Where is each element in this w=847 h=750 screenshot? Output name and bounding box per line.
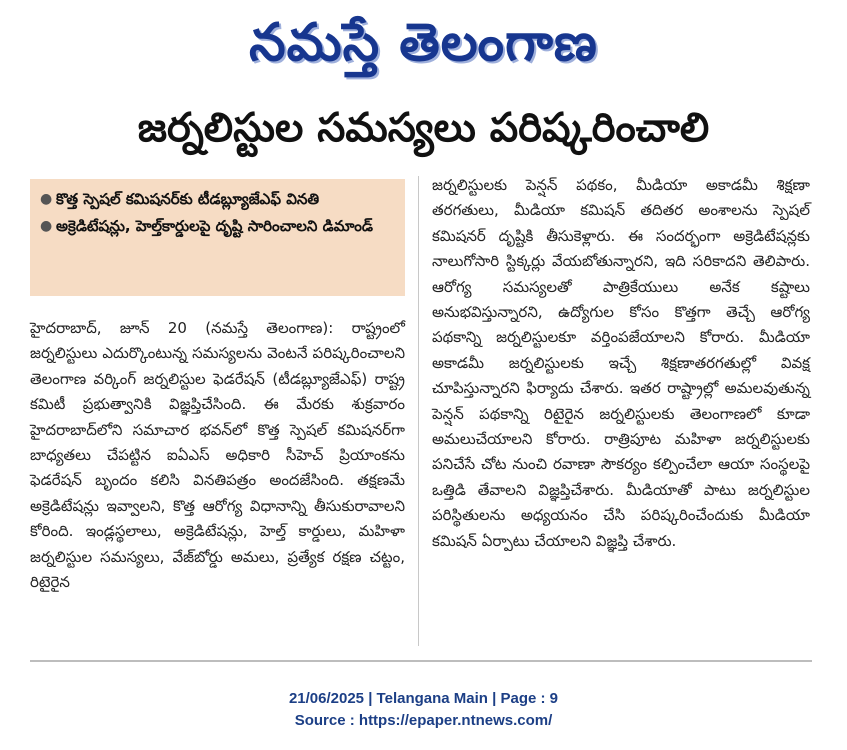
highlight-text: అక్రెడిటేషన్లు, హెల్త్‌కార్డులపై దృష్టి సారించాలని డిమాండ్ <box>56 217 373 235</box>
article-column-left <box>30 316 405 595</box>
article-body-right: జర్నలిస్టులకు పెన్షన్ పథకం, మీడియా అకాడమీ శిక్షణా తరగతులు, మీడియా కమిషన్ తదితర అంశాలను స్పెషల్ కమిషనర్ దృష్టికి తీసుకెళ్లారు. ఈ సందర్భంగా అక్రెడిటేషన్లకు నాలుగోసారి స్టిక్కర్లు వేయబోతున్నారని, ఇది సరికాదని తెలిపారు. ఆరోగ్య సమస్యలతో పాత్రికేయులు అనేక కష్టాలు అనుభవిస్తున్నారని, ఉద్యోగుల కోసం కొత్తగా తెచ్చే ఆరోగ్య పథకాన్ని జర్నలిస్టులకూ వర్తింపజేయాలని కోరారు. మీడియా అకాడమీ జర్నలిస్టులకు ఇచ్చే శిక్షణాతరగతుల్లో వివక్ష చూపిస్తున్నారని ఫిర్యాదు చేశారు. ఇతర రాష్ట్రాల్లో అమలవుతున్న పెన్షన్ పథకాన్ని రిటైరైన జర్నలిస్టులకు తెలంగాణలో కూడా అమలుచేయాలని కోరారు. రాత్రిపూట మహిళా జర్నలిస్టులకు పనిచేసే చోట నుంచి రవాణా సౌకర్యం కల్పించేలా ఆయా సంస్థలపై ఒత్తిడి తేవాలని విజ్ఞప్తిచేశారు. మీడియాతో పాటు జర్నలిస్టుల పరిస్థితులను అధ్యయనం చేసి పరిష్కరించేందుకు మీడియా కమిషన్ ఏర్పాటు చేయాలని విజ్ఞప్తి చేశారు. <box>432 176 810 550</box>
column-divider <box>418 176 419 646</box>
article-headline: జర్నలిస్టుల సమస్యలు పరిష్కరించాలి <box>137 105 710 151</box>
highlights-box <box>30 179 405 296</box>
highlight-item <box>40 186 395 213</box>
highlight-item <box>40 213 395 240</box>
bullet-icon: ● <box>40 191 53 207</box>
masthead-logo: నమస్తే తెలంగాణ <box>249 13 598 73</box>
footer-date-page: 21/06/2025 | Telangana Main | Page : 9 <box>288 690 559 707</box>
article-column-right <box>432 173 810 554</box>
highlight-text: కొత్త స్పెషల్ కమిషనర్‌కు టీడబ్ల్యూజేఎఫ్ వినతి <box>56 190 320 208</box>
footer-source: Source : https://epaper.ntnews.com/ <box>294 712 553 729</box>
article-body-left: హైదరాబాద్, జూన్ 20 (నమస్తే తెలంగాణ): రాష్ట్రంలో జర్నలిస్టులు ఎదుర్కొంటున్న సమస్యలను వెంటనే పరిష్కరించాలని తెలంగాణ వర్కింగ్ జర్నలిస్టుల ఫెడరేషన్ (టీడబ్ల్యూజేఎఫ్) రాష్ట్ర కమిటీ ప్రభుత్వానికి విజ్ఞప్తిచేసింది. ఈ మేరకు శుక్రవారం హైదరాబాద్‌లోని సమాచార భవన్‌లో కొత్త స్పెషల్ కమిషనర్‌గా బాధ్యతలు చేపట్టిన ఐఏఎస్ అధికారి సీహెచ్ ప్రియాంకను ఫెడరేషన్ బృందం కలిసి వినతిపత్రం అందజేసింది. తక్షణమే అక్రెడిటేషన్లు ఇవ్వాలని, కొత్త ఆరోగ్య విధానాన్ని తీసుకురావాలని కోరింది. ఇండ్లస్థలాలు, అక్రెడిటేషన్లు, హెల్త్ కార్డులు, మహిళా జర్నలిస్టుల సమస్యలు, వేజ్‌బోర్డు అమలు, ప్రత్యేక రక్షణ చట్టం, రిటైరైన <box>30 319 405 592</box>
footer-rule <box>30 660 812 662</box>
bullet-icon: ● <box>40 218 53 234</box>
